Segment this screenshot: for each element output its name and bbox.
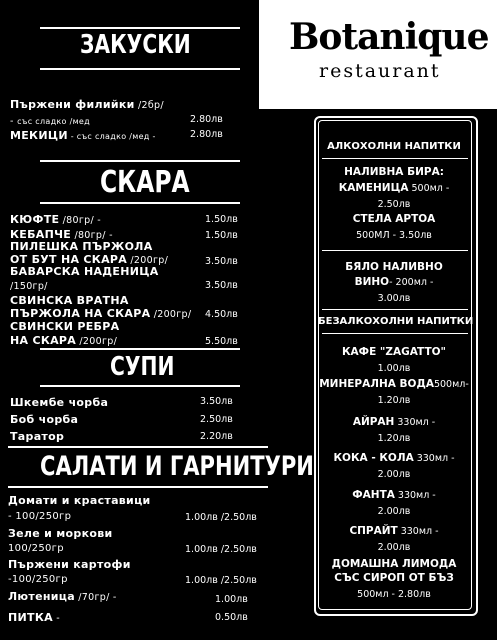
price: 1.00лв /2.50лв (185, 512, 257, 523)
drink-line: 500мл - 2.80лв (357, 589, 431, 600)
section-title-skara: СКАРА (100, 165, 190, 200)
menu-item: - със сладко /мед (10, 116, 90, 127)
section-title-zakuski: ЗАКУСКИ (80, 30, 191, 60)
menu-item: - 100/250гр (8, 511, 72, 522)
divider (322, 158, 468, 159)
drink-line: КОКА - КОЛА 330мл - (333, 452, 455, 464)
menu-item: 100/250гр (8, 543, 64, 554)
menu-item: БАВАРСКА НАДЕНИЦА (10, 265, 159, 278)
price: 1.50лв (205, 214, 238, 225)
drink-line: НАЛИВНА БИРА: (344, 166, 444, 178)
drink-line: МИНЕРАЛНА ВОДА500мл- (319, 378, 469, 390)
drink-line: 1.20лв (377, 395, 411, 406)
divider (322, 250, 468, 251)
price: 2.20лв (200, 431, 233, 442)
drink-line: 2.00лв (377, 542, 411, 553)
price: 1.00лв /2.50лв (185, 544, 257, 555)
price: 2.80лв (190, 114, 223, 125)
drink-line: 1.00лв (377, 363, 411, 374)
menu-item: Шкембе чорба (10, 396, 109, 409)
drink-line: 2.50лв (377, 199, 411, 210)
logo-tagline: restaurant (319, 60, 441, 82)
drink-line: СПРАЙТ 330мл - (349, 525, 439, 537)
drink-line: 1.20лв (377, 433, 411, 444)
drink-line: 3.00лв (377, 293, 411, 304)
drink-line: ФАНТА 330мл - (352, 489, 436, 501)
divider (40, 27, 240, 29)
price: 4.50лв (205, 309, 238, 320)
price: 0.50лв (215, 612, 248, 623)
section-title-supi: СУПИ (110, 352, 175, 382)
menu-item: Зеле и моркови (8, 527, 113, 540)
menu-item: МЕКИЦИ - със сладко /мед - (10, 129, 156, 142)
drinks-soft-title: БЕЗАЛКОХОЛНИ НАПИТКИ (318, 316, 474, 327)
drink-line: 2.00лв (377, 506, 411, 517)
menu-item: Домати и краставици (8, 494, 151, 507)
menu-item: Боб чорба (10, 413, 79, 426)
menu-item: КЮФТЕ /80гр/ - (10, 213, 102, 226)
menu-item: ПИЛЕШКА ПЪРЖОЛА (10, 240, 153, 253)
price: 1.00лв (215, 594, 248, 605)
price: 1.00лв /2.50лв (185, 575, 257, 586)
divider (40, 385, 240, 387)
price: 3.50лв (205, 280, 238, 291)
drink-line: 2.00лв (377, 469, 411, 480)
section-title-salati: САЛАТИ И ГАРНИТУРИ (40, 451, 314, 482)
drink-line: БЯЛО НАЛИВНО (345, 261, 443, 273)
logo (259, 0, 497, 109)
divider (40, 68, 240, 70)
divider (8, 446, 268, 448)
divider (40, 202, 240, 204)
menu-item: ПИТКА - (8, 611, 60, 624)
drink-line: АЙРАН 330мл - (352, 416, 436, 428)
menu-item: СВИНСКА ВРАТНА (10, 294, 129, 307)
menu-item: /150гр/ (10, 281, 48, 292)
menu-item: -100/250гр (8, 574, 68, 585)
menu-item: Пържени картофи (8, 558, 131, 571)
price: 2.50лв (200, 414, 233, 425)
menu-item: Таратор (10, 430, 65, 443)
divider (8, 486, 268, 488)
drink-line: КАФЕ "ZAGATTO" (341, 346, 447, 358)
drink-line: 500МЛ - 3.50лв (356, 230, 432, 241)
divider (322, 309, 468, 310)
menu-item: Пържени филийки /2бр/ (10, 98, 164, 111)
price: 2.80лв (190, 129, 223, 140)
divider (40, 160, 240, 162)
menu-item: ПЪРЖОЛА НА СКАРА /200гр/ (10, 307, 192, 320)
drink-line: ВИНО- 200мл - (354, 276, 434, 288)
drink-line: СТЕЛА АРТОА (352, 213, 436, 225)
price: 3.50лв (205, 256, 238, 267)
drink-line: КАМЕНИЦА 500мл - (338, 182, 450, 194)
menu-item: НА СКАРА /200гр/ (10, 334, 118, 347)
menu-item: КЕБАПЧЕ /80гр/ - (10, 228, 113, 241)
drinks-alc-title: АЛКОХОЛНИ НАПИТКИ (327, 141, 461, 152)
logo-brand: Botanique (289, 16, 489, 58)
menu-item: Лютеница /70гр/ - (8, 590, 117, 603)
drink-line: ДОМАШНА ЛИМОДА (331, 558, 457, 570)
menu-item: СВИНСКИ РЕБРА (10, 320, 120, 333)
divider (322, 333, 468, 334)
menu-item: ОТ БУТ НА СКАРА /200гр/ (10, 253, 169, 266)
divider (40, 348, 240, 350)
price: 3.50лв (200, 396, 233, 407)
drink-line: СЪС СИРОП ОТ БЪЗ (334, 572, 454, 584)
price: 1.50лв (205, 230, 238, 241)
price: 5.50лв (205, 336, 238, 347)
